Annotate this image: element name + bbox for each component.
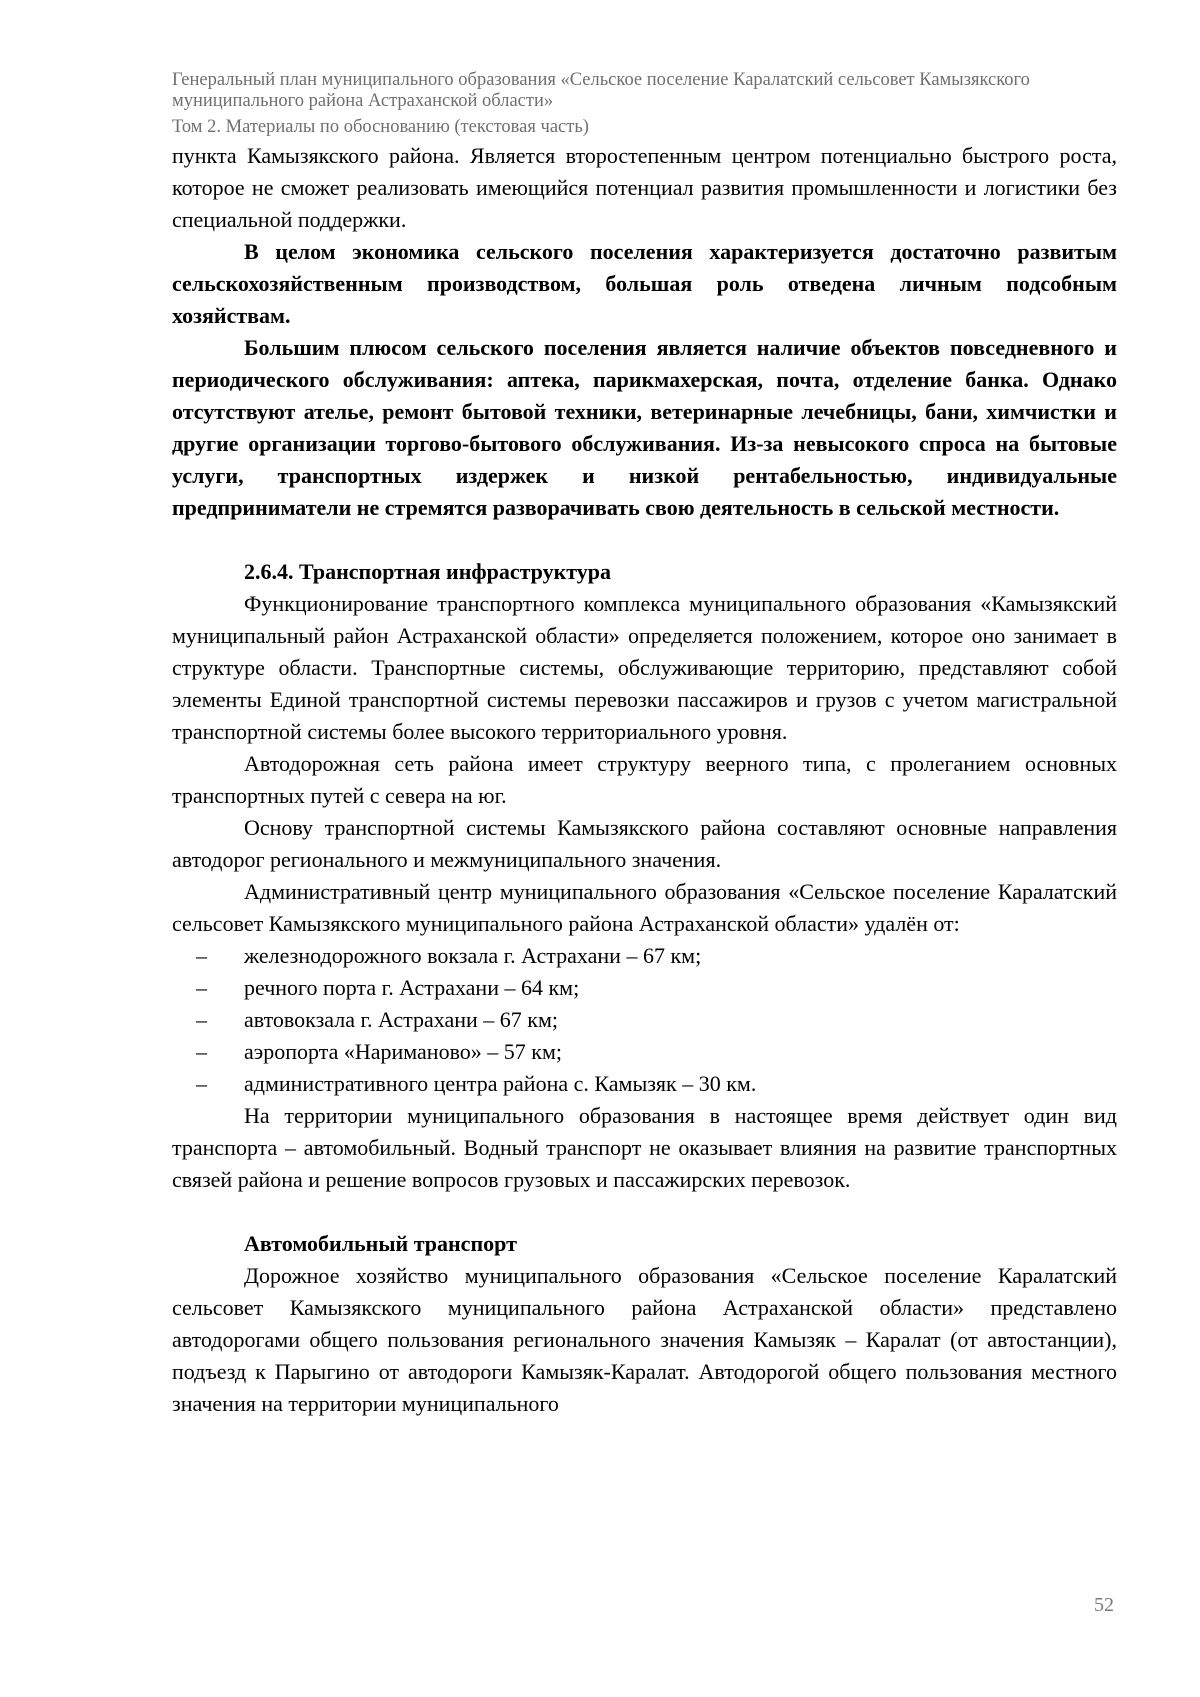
section-heading-transport: 2.6.4. Транспортная инфраструктура: [244, 559, 612, 584]
body-text: [172, 140, 1117, 1420]
spacer: [172, 524, 1117, 556]
dash-marker: –: [196, 943, 207, 968]
page-number: 52: [1094, 1594, 1114, 1616]
dash-marker: –: [196, 1007, 207, 1032]
list-item: – административного центра района с. Камызяк – 30 км.: [172, 1068, 1117, 1100]
paragraph-services: Большим плюсом сельского поселения является наличие объектов повседневного и периодического обслуживания: аптека, парикмахерская, почта, отделение банка. Однако отсутствуют ателье, ремонт бытовой техники, ветеринарные лечебницы, бани, химчистки и другие организации торгово-бытового обслуживания. Из-за невысокого спроса на бытовые услуги, транспортных издержек и низкой рентабельностью, индивидуальные предприниматели не стремятся разворачивать свою деятельность в сельской местности.: [172, 335, 1117, 520]
running-header-line-3: Том 2. Материалы по обоснованию (текстовая часть): [172, 117, 589, 137]
paragraph-economy-summary: В целом экономика сельского поселения характеризуется достаточно развитым сельскохозяйственным производством, большая роль отведена личным подсобным хозяйствам.: [172, 239, 1117, 328]
paragraph-continuation: пункта Камызякского района. Является второстепенным центром потенциально быстрого роста, которое не сможет реализовать имеющийся потенциал развития промышленности и логистики без специальной поддержки.: [172, 143, 1117, 232]
running-header-line-2: муниципального района Астраханской области»: [172, 91, 554, 111]
list-item: – автовокзала г. Астрахани – 67 км;: [172, 1004, 1117, 1036]
paragraph-transport-basis: Основу транспортной системы Камызякского района составляют основные направления автодорог регионального и межмуниципального значения.: [172, 815, 1117, 872]
dash-marker: –: [196, 1071, 207, 1096]
paragraph-road-network: Автодорожная сеть района имеет структуру веерного типа, с пролеганием основных транспортных путей с севера на юг.: [172, 751, 1117, 808]
list-item: – аэропорта «Нариманово» – 57 км;: [172, 1036, 1117, 1068]
paragraph-road-economy: Дорожное хозяйство муниципального образования «Сельское поселение Каралатский сельсовет Камызякского муниципального района Астраханской области» представлено автодорогами общего пользования регионального значения Камызяк – Каралат (от автостанции), подъезд к Парыгино от автодороги Камызяк-Каралат. Автодорогой общего пользования местного значения на территории муниципального: [172, 1263, 1117, 1416]
spacer: [172, 1196, 1117, 1228]
list-item: – железнодорожного вокзала г. Астрахани – 67 км;: [172, 940, 1117, 972]
dash-marker: –: [196, 1039, 207, 1064]
dash-marker: –: [196, 975, 207, 1000]
paragraph-transport-complex: Функционирование транспортного комплекса муниципального образования «Камызякский муниципальный район Астраханской области» определяется положением, которое оно занимает в структуре области. Транспортные системы, обслуживающие территорию, представляют собой элементы Единой транспортной системы перевозки пассажиров и грузов с учетом магистральной транспортной системы более высокого территориального уровня.: [172, 591, 1117, 744]
section-heading-road-transport: Автомобильный транспорт: [244, 1231, 517, 1256]
paragraph-transport-types: На территории муниципального образования в настоящее время действует один вид транспорта – автомобильный. Водный транспорт не оказывает влияния на развитие транспортных связей района и решение вопросов грузовых и пассажирских перевозок.: [172, 1103, 1117, 1192]
list-item: – речного порта г. Астрахани – 64 км;: [172, 972, 1117, 1004]
running-header-line-1: Генеральный план муниципального образования «Сельское поселение Каралатский сельсовет Камызякского: [172, 70, 1030, 90]
distance-list: [172, 940, 1117, 1100]
paragraph-distances-intro: Административный центр муниципального образования «Сельское поселение Каралатский сельсовет Камызякского муниципального района Астраханской области» удалён от:: [172, 879, 1117, 936]
